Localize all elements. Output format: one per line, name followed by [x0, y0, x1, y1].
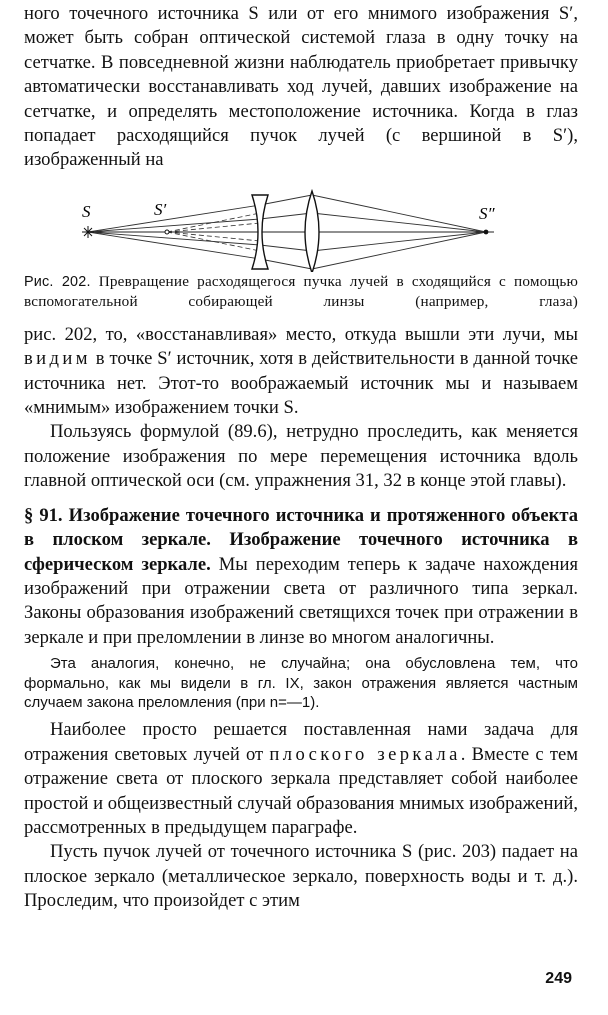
label-s: S — [82, 201, 91, 221]
para2-text-a: рис. 202, то, «восстанавливая» место, откуда вышли эти лучи, мы — [24, 323, 578, 345]
para4-spaced-words: плоского зеркала — [269, 743, 461, 765]
caption-text: Превращение расходящегося пучка лучей в сходящийся с помощью вспомогательной собирающей линзы (например, глаза) — [24, 272, 579, 310]
source-point-s — [82, 226, 94, 238]
label-s-prime: S′ — [154, 199, 167, 219]
small-print-note: Эта аналогия, конечно, не случайна; она обусловлена тем, что формально, как мы видели в гл. IX, закон отражения является частным случаем закона преломления (при n=—1). — [24, 655, 578, 711]
section-91 — [24, 504, 578, 650]
converging-lens — [305, 191, 319, 272]
para4-text-b: . Вместе с тем отражение света от плоского зеркала представляет собой наиболее простой и общеизвестный случай образования мнимых изображений, рассмотренных в предыдущем параграфе. — [24, 743, 579, 838]
paragraph-top: ного точечного источника S или от его мнимого изображения S′, может быть собран оптической системой глаза в одну точку на сетчатке. В повседневной жизни наблюдатель приобретает привычку автоматически восстанавливать ход лучей, давших изображение на сетчатке, и определять местоположение источника. Когда в глаз попадает расходящийся пучок лучей (с вершиной в S′), изображенный на — [24, 3, 578, 171]
figure-caption — [24, 272, 578, 311]
section-text: Мы переходим теперь к задаче нахождения изображений при отражении света от различного типа зеркал. Законы образования изображений светящихся точек при отражении в зеркале и при преломлении в линзе во многом аналогичны. — [24, 553, 578, 648]
para2-spaced-word: видим — [24, 348, 91, 370]
figure-202 — [24, 177, 578, 272]
paragraph-4 — [24, 718, 578, 840]
para4-text-a: Наиболее просто решается поставленная нами задача для отражения световых лучей от — [24, 719, 578, 765]
caption-label: Рис. 202. — [24, 273, 91, 290]
paragraph-5: Пусть пучок лучей от точечного источника S (рис. 203) падает на плоское зеркало (металлическое зеркало, поверхность воды и т. д.). Проследим, что произойдет с этим — [24, 841, 578, 912]
section-heading: § 91. Изображение точечного источника и протяженного объекта в плоском зеркале. Изображение точечного источника в сферическом зеркале. — [24, 504, 578, 575]
label-s-double-prime: S″ — [479, 203, 495, 223]
paragraph-2 — [24, 323, 578, 421]
paragraph-3: Пользуясь формулой (89.6), нетрудно проследить, как меняется положение изображения по мере перемещения источника вдоль главной оптической оси (см. упражнения 31, 32 в конце этой главы). — [24, 421, 578, 492]
lens-ray-diagram — [24, 177, 584, 272]
page-number: 249 — [545, 970, 572, 987]
virtual-point-s-prime — [165, 230, 169, 234]
image-point-s-double-prime — [484, 229, 489, 234]
para2-text-b: в точке S′ источник, хотя в действительности в данной точке источника нет. Этот-то воображаемый источник мы и называем «мнимым» изображением точки S. — [24, 348, 578, 419]
